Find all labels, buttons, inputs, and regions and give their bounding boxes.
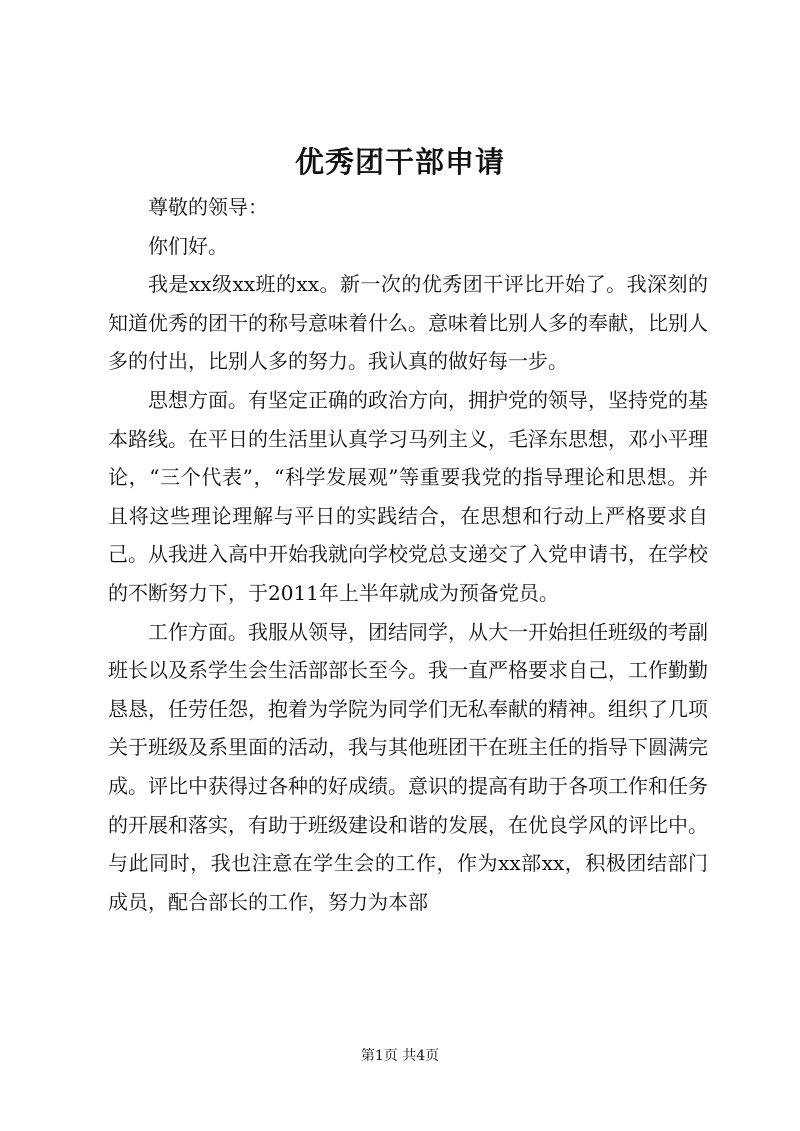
document-body [108, 188, 708, 921]
paragraph-thought: 思想方面。有坚定正确的政治方向，拥护党的领导，坚持党的基本路线。在平日的生活里认真学习马列主义，毛泽东思想，邓小平理论，“三个代表”，“科学发展观”等重要我党的指导理论和思想。并且将这些理论理解与平日的实践结合，在思想和行动上严格要求自己。从我进入高中开始我就向学校党总支递交了入党申请书，在学校的不断努力下，于2011年上半年就成为预备党员。 [108, 387, 708, 605]
paragraph-work: 工作方面。我服从领导，团结同学，从大一开始担任班级的考副班长以及系学生会生活部部长至今。我一直严格要求自己，工作勤勤恳恳，任劳任怨，抱着为学院为同学们无私奉献的精神。组织了几项关于班级及系里面的活动，我与其他班团干在班主任的指导下圆满完成。评比中获得过各种的好成绩。意识的提高有助于各项工作和任务的开展和落实，有助于班级建设和谐的发展，在优良学风的评比中。与此同时，我也注意在学生会的工作，作为xx部xx，积极团结部门成员，配合部长的工作，努力为本部 [108, 619, 708, 914]
greeting: 你们好。 [148, 233, 228, 258]
document-title: 优秀团干部申请 [294, 145, 505, 179]
page-number-footer: 第1页 共4页 [360, 1048, 440, 1064]
salutation: 尊敬的领导： [148, 195, 268, 219]
paragraph-intro: 我是xx级xx班的xx。新一次的优秀团干评比开始了。我深刻的知道优秀的团干的称号意味着什么。意味着比别人多的奉献，比别人多的付出，比别人多的努力。我认真的做好每一步。 [108, 272, 708, 374]
